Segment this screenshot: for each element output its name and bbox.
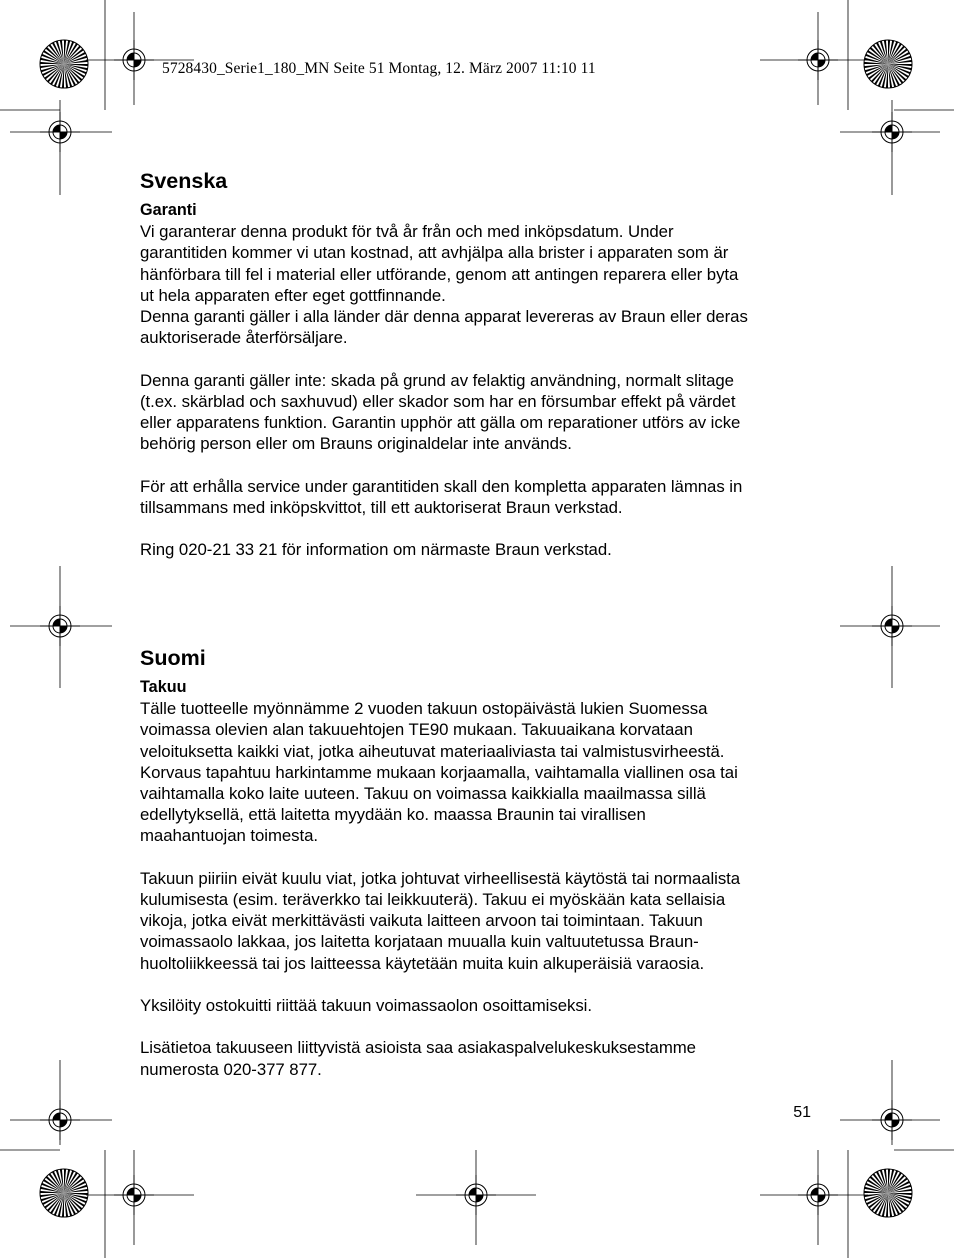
svenska-subheading: Garanti [140, 201, 197, 219]
svenska-paragraph-3: För att erhålla service under garantitiden skall den kompletta apparaten lämnas in tillsammans med inköpskvittot, till ett auktoriserat Braun verkstad. [140, 476, 743, 517]
suomi-paragraph-1: Tälle tuotteelle myönnämme 2 vuoden takuun ostopäivästä lukien Suomessa voimassa olevien alan takuuehtojen TE90 mukaan. Takuuaikana korvataan veloituksetta kaikki viat, jotka aiheutuvat materiaaliviasta tai valmistusvirheestä. Korvaus tapahtuu harkintamme mukaan korjaamalla, vaihtamalla viallinen osa tai vaihtamalla koko laite uuteen. Takuu on voimassa kaikkialla maailmassa sillä edellytyksellä, että laitetta myydään ko. maassa Braunin tai virallisen maahantuojan toimesta. [140, 699, 738, 846]
suomi-paragraph-4: Lisätietoa takuuseen liittyvistä asioista saa asiakaspalvelukeskuksestamme numerosta 020-377 877. [140, 1038, 696, 1079]
suomi-subheading: Takuu [140, 678, 187, 696]
svenska-paragraph-1: Vi garanterar denna produkt för två år från och med inköpsdatum. Under garantitiden kommer vi utan kostnad, att avhjälpa alla brister i apparaten som är hänförbara till fel i material eller utförande, genom att antingen reparera eller byta ut hela apparaten efter eget gottfinnande. Denna garanti gäller i alla länder där denna apparat levereras av Braun eller deras auktoriserade återförsäljare. [140, 222, 748, 348]
color-starburst-icon [40, 40, 88, 88]
print-header-line: 5728430_Serie1_180_MN Seite 51 Montag, 12. März 2007 11:10 11 [162, 60, 596, 77]
color-starburst-icon [864, 1169, 912, 1217]
suomi-title: Suomi [140, 646, 206, 670]
suomi-paragraph-2: Takuun piiriin eivät kuulu viat, jotka johtuvat virheellisestä käytöstä tai normaalista kulumisesta (esim. teräverkko tai leikkuuterä). Takuu ei myöskään kata sellaisia vikoja, jotka eivät merkittävästi vaikuta laitteen arvoon tai toimintaan. Takuun voimassaolo lakkaa, jos laitetta korjataan muualla kuin valtuutetussa Braun- huoltoliikkeessä tai jos laitteessa käytetään muita kuin alkuperäisiä varaosia. [140, 868, 741, 973]
suomi-paragraph-3: Yksilöity ostokuitti riittää takuun voimassaolon osoittamiseksi. [140, 996, 592, 1016]
suomi-section [140, 645, 820, 1080]
svenska-title: Svenska [140, 169, 228, 193]
svenska-section [140, 168, 820, 560]
svenska-paragraph-4: Ring 020-21 33 21 för information om närmaste Braun verkstad. [140, 540, 612, 560]
svenska-paragraph-2: Denna garanti gäller inte: skada på grund av felaktig användning, normalt slitage (t.ex. skärblad och saxhuvud) eller skador som har en försumbar effekt på värdet eller apparatens funktion. Garantin upphör att gälla om reparationer utförs av icke behörig person eller om Brauns originaldelar inte används. [140, 370, 741, 454]
color-starburst-icon [40, 1169, 88, 1217]
page-number: 51 [793, 1104, 811, 1121]
color-starburst-icon [864, 40, 912, 88]
